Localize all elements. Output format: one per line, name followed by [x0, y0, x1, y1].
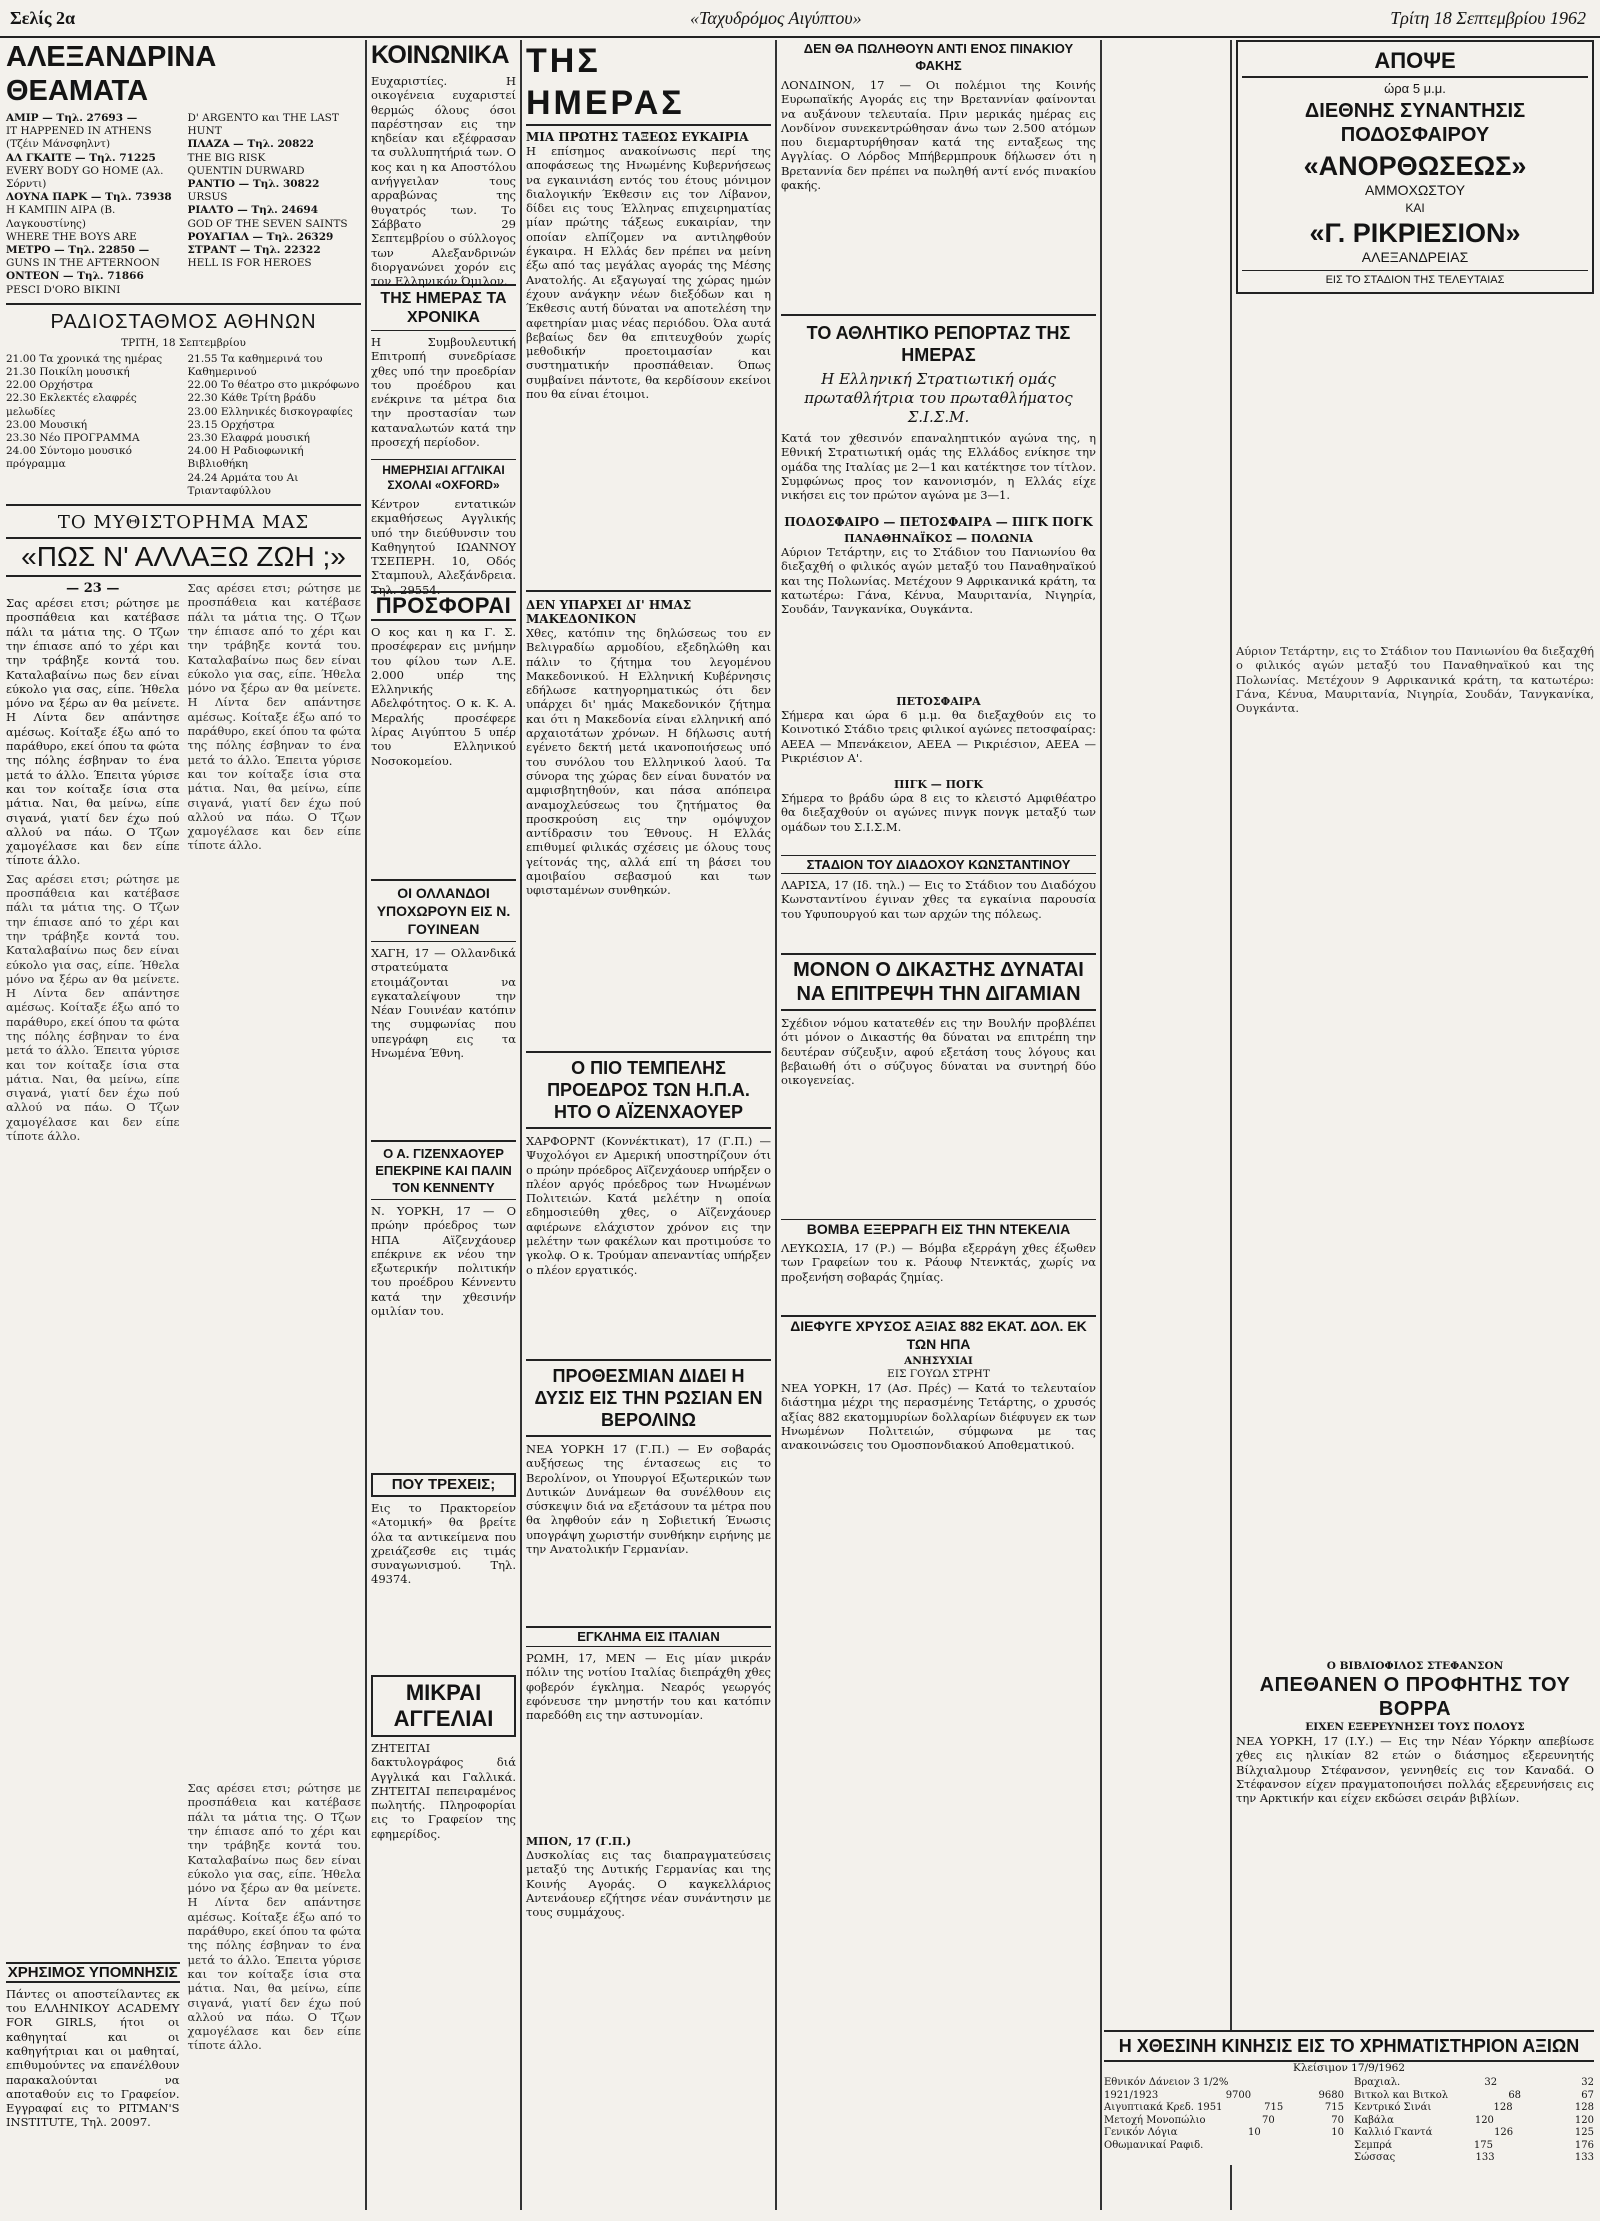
school-title: ΗΜΕΡΗΣΙΑΙ ΑΓΓΛΙΚΑΙ ΣΧΟΛΑΙ «OXFORD» — [371, 459, 516, 493]
radio-title: ΡΑΔΙΟΣΤΑΘΜΟΣ ΑΘΗΝΩΝ — [50, 310, 317, 333]
bonn-text: Δυσκολίας εις τας διαπραγματεύσεις μεταξύ της Δυτικής Γερμανίας και της Κοινής Αγοράς. Ο καγκελλάριος Αντενάουερ εζήτησε νέαν συνάντησιν με τους συμμάχους. — [526, 1848, 771, 1920]
sport-text: Κατά τον χθεσινόν επαναληπτικόν αγώνα της, η Εθνική Στρατιωτική ομάς της Ελλάδος ενίκησε την ομάδα της Ιταλίας με 2—1 και κατέκτησε τον τίτλον. Συμφώνως προς τον κανονισμόν, η Ελλάς είχε νικήσει εις τον πρώτον αγώνα με 3—1. — [781, 431, 1096, 503]
market-row: Σώσσας 133 133 — [1354, 2152, 1594, 2163]
where-text: Εις το Πρακτορείον «Ατομική» θα βρείτε όλα τα αντικείμενα που χρειάζεσθε εις τιμάς συναγωνισμού. Τηλ. 49374. — [371, 1501, 516, 1587]
listings-right — [188, 112, 362, 297]
lead-title: ΜΙΑ ΠΡΩΤΗΣ ΤΑΞΕΩΣ ΕΥΚΑΙΡΙΑ — [526, 130, 749, 144]
pingpong-title: ΠΙΓΚ — ΠΟΓΚ — [894, 778, 983, 791]
cyprus-title: ΒΟΜΒΑ ΕΞΕΡΡΑΓΗ ΕΙΣ ΤΗΝ ΝΤΕΚΕΛΙΑ — [781, 1219, 1096, 1238]
chronicles-text: Η Συμβουλευτική Επιτροπή συνεδρίασε χθες υπό την προεδρίαν του προέδρου και ενέκρινε τα μέτρα δια την προστασίαν των καταναλωτών κατά την προσεχή περίοδον. — [371, 335, 516, 450]
column-social — [371, 40, 516, 2210]
sport-title: ΤΟ ΑΘΛΗΤΙΚΟ ΡΕΠΟΡΤΑΖ ΤΗΣ ΗΜΕΡΑΣ — [806, 323, 1071, 365]
market-row: Μετοχή Μονοπώλιο 70 70 — [1104, 2114, 1344, 2126]
listing-line: WHERE THE BOYS ARE — [6, 230, 137, 243]
listing-line: URSUS — [187, 191, 228, 204]
listing-line: GUNS IN THE AFTERNOON — [6, 257, 160, 270]
reminder-text: Πάντες οι αποστείλαντες εκ του ΕΛΛΗΝΙΚΟΥ ACADEMY FOR GIRLS, ήτοι οι καθηγηταί και οι καθηγήτριαι και οι μαθηταί, επιθυμούντες να επανέλθουν παρακαλούνται να αποταθούν εις το Γραφείον. Εγγραφαί εις το PITMAN'S INSTITUTE, Τηλ. 20097. — [6, 1986, 180, 2130]
ad-title: ΑΠΟΨΕ — [1242, 48, 1588, 78]
issue-date: Τρίτη 18 Σεπτεμβρίου 1962 — [1390, 8, 1586, 28]
market-left — [1104, 2077, 1344, 2165]
column-rule — [1100, 40, 1102, 2210]
ad-and: ΚΑΙ — [1405, 201, 1425, 215]
radio-right — [188, 353, 362, 498]
market-row: Εθνικόν Δάνειον 3 1/2% — [1104, 2077, 1229, 2088]
berlin-title: ΠΡΟΘΕΣΜΙΑΝ ΔΙΔΕΙ Η ΔΥΣΙΣ ΕΙΣ ΤΗΝ ΡΩΣΙΑΝ ΕΝ ΒΕΡΟΛΙΝΩ — [526, 1359, 771, 1437]
market-row: Καβάλα 120 120 — [1354, 2114, 1594, 2126]
bigamy-title: ΜΟΝΟΝ Ο ΔΙΚΑΣΤΗΣ ΔΥΝΑΤΑΙ ΝΑ ΕΠΙΤΡΕΨΗ ΤΗΝ ΔΙΓΑΜΙΑΝ — [781, 953, 1096, 1011]
volley-text: Σήμερα και ώρα 6 μ.μ. θα διεξαχθούν εις το Κοινοτικό Στάδιο τρεις φιλικοί αγώνες πετοσφαίρας: ΑΕΕΑ — Μπενάκειον, ΑΕΕΑ — Ρικριέσιον, ΑΕΕΑ — Ρικριέσιον Α'. — [781, 708, 1096, 765]
radio-line: 23.30 Νέο ΠΡΟΓΡΑΜΜΑ — [6, 432, 140, 445]
page-number: Σελίς 2α — [10, 8, 76, 28]
football-ad — [1236, 40, 1594, 294]
listing-line: QUENTIN DURWARD — [187, 164, 305, 177]
listing-line: ΣΤΡΑΝΤ — Τηλ. 22322 — [187, 244, 321, 257]
where-title: ΠΟΥ ΤΡΕΧΕΙΣ; — [371, 1473, 516, 1497]
radio-line: 22.00 Το θέατρο στο μικρόφωνο — [187, 379, 360, 392]
radio-line: 21.55 Τα καθημερινά του Καθημερινού — [187, 352, 323, 379]
volley-title: ΠΕΤΟΣΦΑΙΡΑ — [896, 695, 981, 708]
listing-line: ΟΝΤΕΟΝ — Τηλ. 71866 — [6, 270, 144, 283]
radio-left — [6, 353, 180, 498]
novel-text: Σας αρέσει ετσι; ρώτησε με προσπάθεια και κατέβασε πάλι τα μάτια της. Ο Τζων την έπιασε από το χέρι και την τράβηξε κοντά του. Καταλαβαίνω πως δεν είναι εύκολο για σας, είπε. Ήθελα μόνο να ξέρω αν θα μείνετε. Η Λίντα δεν απάντησε αμέσως. Κοίταξε έξω από το παράθυρο, εκεί όπου τα φώτα της πόλης έσβηναν το ένα μετά το άλλο. Έπειτα γύρισε και τον κοίταξε ίσια στα μάτια. Ναι, θα μείνω, είπε σιγανά, γιατί δεν έχω πού αλλού να πάω. Ο Τζων χαμογέλασε και δεν είπε τίποτε άλλο. — [6, 596, 180, 868]
novel-text-continued: Σας αρέσει ετσι; ρώτησε με προσπάθεια και κατέβασε πάλι τα μάτια της. Ο Τζων την έπιασε από το χέρι και την τράβηξε κοντά του. Καταλαβαίνω πως δεν είναι εύκολο για σας, είπε. Ήθελα μόνο να ξέρω αν θα μείνετε. Η Λίντα δεν απάντησε αμέσως. Κοίταξε έξω από το παράθυρο, εκεί όπου τα φώτα της πόλης έσβηναν το ένα μετά το άλλο. Έπειτα γύρισε και τον κοίταξε ίσια στα μάτια. Ναι, θα μείνω, είπε σιγανά, γιατί δεν έχω πού αλλού να πάω. Ο Τζων χαμογέλασε και δεν είπε τίποτε άλλο. — [6, 871, 180, 1144]
dutch-title: ΟΙ ΟΛΛΑΝΔΟΙ ΥΠΟΧΩΡΟΥΝ ΕΙΣ Ν. ΓΟΥΙΝΕΑΝ — [371, 879, 516, 942]
stock-head: ΔΕΝ ΘΑ ΠΩΛΗΘΟΥΝ ΑΝΤΙ ΕΝΟΣ ΠΙΝΑΚΙΟΥ ΦΑΚΗΣ — [803, 41, 1074, 73]
market-row: Γενικόν Λόγια 10 10 — [1104, 2127, 1344, 2138]
bigamy-text: Σχέδιον νόμου κατατεθέν εις την Βουλήν προβλέπει ότι μόνον ο Δικαστής θα δύναται να επιτρέπη την δευτέραν σύζευξιν, αφού εξετάση τους λόγους και βεβαιωθή ότι ο σύζυγος δύναται να συντηρή δύο οικογενείας. — [781, 1016, 1096, 1088]
pingpong-text: Σήμερα το βράδυ ώρα 8 εις το κλειστό Αμφιθέατρο θα διεξαχθούν οι αγώνες πινγκ πονγκ μεταξύ των ομάδων του Σ.Ι.Σ.Μ. — [781, 791, 1096, 834]
stadium-text: ΛΑΡΙΣΑ, 17 (Ιδ. τηλ.) — Εις το Στάδιον του Διαδόχου Κωνσταντίνου έγιναν χθες τα εγκαίνια παρουσία του Υφυπουργού και των αρχών της πόλεως. — [781, 878, 1096, 921]
listing-line: ΡΙΑΛΤΟ — Τηλ. 24694 — [187, 204, 319, 217]
novel-text-column2: Σας αρέσει ετσι; ρώτησε με προσπάθεια και κατέβασε πάλι τα μάτια της. Ο Τζων την έπιασε από το χέρι και την τράβηξε κοντά του. Καταλαβαίνω πως δεν είναι εύκολο για σας, είπε. Ήθελα μόνο να ξέρω αν θα μείνετε. Η Λίντα δεν απάντησε αμέσως. Κοίταξε έξω από το παράθυρο, εκεί όπου τα φώτα της πόλης έσβηναν το ένα μετά το άλλο. Έπειτα γύρισε και τον κοίταξε ίσια στα μάτια. Ναι, θα μείνω, είπε σιγανά, γιατί δεν έχω πού αλλού να πάω. Ο Τζων χαμογέλασε και δεν είπε τίποτε άλλο. — [187, 581, 361, 853]
novel-text-column2b: Σας αρέσει ετσι; ρώτησε με προσπάθεια και κατέβασε πάλι τα μάτια της. Ο Τζων την έπιασε από το χέρι και την τράβηξε κοντά του. Καταλαβαίνω πως δεν είναι εύκολο για σας, είπε. Ήθελα μόνο να ξέρω αν θα μείνετε. Η Λίντα δεν απάντησε αμέσως. Κοίταξε έξω από το παράθυρο, εκεί όπου τα φώτα της πόλης έσβηναν το ένα μετά το άλλο. Έπειτα γύρισε και τον κοίταξε ίσια στα μάτια. Ναι, θα μείνω, είπε σιγανά, γιατί δεν έχω πού αλλού να πάω. Ο Τζων χαμογέλασε και δεν είπε τίποτε άλλο. — [187, 1781, 361, 2053]
social-title: ΚΟΙΝΩΝΙΚΑ — [371, 41, 510, 69]
listings-left — [6, 112, 180, 297]
market-row: Βιτκολ και Βιτκολ 68 67 — [1354, 2089, 1594, 2101]
newspaper-name: «Ταχυδρόμος Αιγύπτου» — [690, 8, 862, 28]
ike-text: ΧΑΡΦΟΡΝΤ (Κοννέκτικατ), 17 (Γ.Π.) — Ψυχολόγοι εν Αμερική υποστηρίζουν ότι ο πρώην πρόεδρος Αϊζενχάουερ υπήρξεν ο πλέον αργός πρόεδρος των Ηνωμένων Πολιτειών. Κατά μελέτην η οποία εδημοσιεύθη χθες, ο Αϊζενχάουερ αφιέρωνε ελάχιστον χρόνον εις την μελέτην των φακέλων και προτιμούσε το γκολφ. Ο κ. Τρούμαν απεναντίας υπήρξεν ο πλέον εργατικός. — [526, 1134, 771, 1277]
column-news-right — [781, 40, 1096, 2210]
gold-title: ΔΙΕΦΥΓΕ ΧΡΥΣΟΣ ΑΞΙΑΣ 882 ΕΚΑΤ. ΔΟΛ. ΕΚ ΤΩΝ ΗΠΑ — [781, 1315, 1096, 1353]
gold-text: ΝΕΑ ΥΟΡΚΗ, 17 (Ασ. Πρές) — Κατά το τελευταίον διάστημα μέχρι της περασμένης Τετάρτης, ο χρυσός αξίας 882 εκατομμυρίων δολλαρίων διέφυγεν εκ των Ηνωμένων Πολιτειών, σύμφωνα με τας ανακοινώσεις του Ομοσπονδιακού Αποθεματικού. — [781, 1381, 1096, 1453]
listing-line: PESCI D'ORO BIKINI — [6, 283, 121, 296]
stadium-title: ΣΤΑΔΙΟΝ ΤΟΥ ΔΙΑΔΟΧΟΥ ΚΩΝΣΤΑΝΤΙΝΟΥ — [781, 855, 1096, 874]
macedonia-text: Χθες, κατόπιν της δηλώσεως του εν Βελιγραδίω αρμοδίου, εξεδηλώθη και πάλιν το ζήτημα του λεγομένου Μακεδονικού. Η Ελληνική Κυβέρνησις εδήλωσε κατηγορηματικώς ότι δεν υπάρχει δι' ημάς Μακεδονικόν ζήτημα και ότι η Μακεδονία είναι ελληνική από αρχαιοτάτων χρόνων. Η δήλωσις αυτή εγένετο δεκτή μετά ικανοποιήσεως υπό του συνόλου του Ελληνικού λαού. Τα σύνορα της χώρας δεν είναι δυνατόν να αμφισβητηθούν, και πάσα απόπειρα αναμοχλεύσεως του ζητήματος θα προσκρούση εις την ομόψυχον αντίδρασιν του Έθνους. Η Ελλάς επιθυμεί φιλικάς σχέσεις με όλους τους γείτονάς της, αλλά επί τη βάσει του αμοιβαίου σεβασμού και των υφισταμένων συνθηκών. — [526, 626, 771, 898]
radio-line: 24.00 Η Ραδιοφωνική Βιβλιοθήκη — [187, 445, 304, 471]
school-text: Κέντρον εντατικών εκμαθήσεως Αγγλικής υπό την διεύθυνσιν του Καθηγητού ΙΩΑΝΝΟΥ ΤΣΕΠΕΡΗ. 10, Οδός Σταμπουλ, Αλεξάνδρεια. Τηλ. 29554. — [371, 497, 516, 597]
masthead — [0, 0, 1600, 38]
radio-line: 23.30 Ελαφρά μουσική — [187, 432, 310, 445]
listing-line: THE BIG RISK — [187, 151, 266, 164]
bonn-title: ΜΠΟΝ, 17 (Γ.Π.) — [526, 1835, 632, 1848]
offers-title: ΠΡΟΣΦΟΡΑΙ — [371, 591, 516, 621]
radio-line: 21.00 Τα χρονικά της ημέρας — [6, 352, 163, 365]
prophet-kicker: Ο ΒΙΒΛΙΟΦΙΛΟΣ ΣΤΕΦΑΝΣΟΝ — [1326, 1660, 1504, 1672]
listing-line: ΜΕΤΡΟ — Τηλ. 22850 — — [6, 244, 150, 257]
ad-team2-city: ΑΛΕΞΑΝΔΡΕΙΑΣ — [1361, 249, 1469, 265]
radio-line: 23.15 Ορχήστρα — [187, 418, 275, 431]
classifieds-text: ΖΗΤΕΙΤΑΙ δακτυλογράφος διά Αγγλικά και Γαλλικά. ΖΗΤΕΙΤΑΙ πεπειραμένος πωλητής. Πληροφορίαι εις το Γραφείον της εφημερίδος. — [371, 1741, 516, 1841]
prophet-title: ΑΠΕΘΑΝΕΝ Ο ΠΡΟΦΗΤΗΣ ΤΟΥ ΒΟΡΡΑ — [1259, 1674, 1571, 1720]
gold-sub: ΑΝΗΣΥΧΙΑΙ — [904, 1355, 973, 1367]
chronicles-title: ΤΗΣ ΗΜΕΡΑΣ ΤΑ ΧΡΟΝΙΚΑ — [371, 284, 516, 331]
radio-date: ΤΡΙΤΗ, 18 Σεπτεμβρίου — [121, 336, 246, 349]
ad-time: ώρα 5 μ.μ. — [1384, 81, 1446, 96]
listing-line: ΑΜΙΡ — Τηλ. 27693 — — [6, 112, 138, 124]
theaters-title: ΑΛΕΞΑΝΔΡΙΝΑ ΘΕΑΜΑΤΑ — [6, 41, 217, 107]
football-title: ΠΟΔΟΣΦΑΙΡΟ — ΠΕΤΟΣΦΑΙΡΑ — ΠΙΓΚ ΠΟΓΚ — [784, 515, 1093, 529]
radio-line: 23.00 Ελληνικές δισκογραφίες — [187, 405, 353, 418]
radio-line: 24.00 Σύντομο μουσικό πρόγραμμα — [6, 445, 132, 471]
listing-line: GOD OF THE SEVEN SAINTS — [187, 217, 348, 230]
market-row: Σεμπρά 175 176 — [1354, 2139, 1594, 2151]
column-day — [526, 40, 771, 2210]
day-title: ΤΗΣ ΗΜΕΡΑΣ — [526, 40, 771, 126]
listing-line: ΠΛΑΖΑ — Τηλ. 20822 — [187, 138, 314, 151]
market-tables — [1104, 2077, 1594, 2165]
ike-title: Ο ΠΙΟ ΤΕΜΠΕΛΗΣ ΠΡΟΕΔΡΟΣ ΤΩΝ Η.Π.Α. ΗΤΟ Ο ΑΪΖΕΝΧΑΟΥΕΡ — [526, 1051, 771, 1129]
ad-event: ΔΙΕΘΝΗΣ ΣΥΝΑΝΤΗΣΙΣ ΠΟΔΟΣΦΑΙΡΟΥ — [1304, 100, 1526, 146]
column-rule — [1230, 40, 1232, 2210]
radio-line: 22.00 Ορχήστρα — [6, 379, 94, 392]
gold-by: ΕΙΣ ΓΟΥΩΛ ΣΤΡΗΤ — [887, 1368, 990, 1380]
column-theaters — [6, 40, 361, 2210]
italy-title: ΕΓΚΛΗΜΑ ΕΙΣ ΙΤΑΛΙΑΝ — [526, 1626, 771, 1647]
social-text: Ευχαριστίες. Η οικογένεια ευχαριστεί θερμώς όλους όσοι παρέστησαν εις την κηδείαν και εξέφρασαν τα συλλυπητήριά των. Ο κος και η κα Αποστόλου ανήγγειλαν τους αρραβώνας της θυγατρός των. Το Σάββατο 29 Σεπτεμβρίου ο σύλλογος των Αλεξανδρινών διοργανώνει χορόν εις τον Ελληνικόν Όμιλον. — [371, 74, 516, 289]
lead-text: Η επίσημος ανακοίνωσις περί της αποφάσεως της Ηνωμένης Κυβερνήσεως να εγκαινιάση εντός του έτους μόνιμον διαλογικήν Έκθεσιν εις τον Λίβανον, δίδει εις τους Έλληνας επιχειρηματίας μίαν πρώτης τάξεως ευκαιρίαν, την οποίαν ελπίζομεν να αντιληφθούν έγκαιρα. Η Ελλάς δεν πρέπει να μείνη έξω από τας μεγάλας αγοράς της Μέσης Ανατολής. Αι εξαγωγαί της χώρας ημών έχουν ανάγκην νέων διεξόδων και η Έκθεσις αυτή δύναται να αποτελέση την αφετηρίαν μιας νέας περιόδου. Όλα αυτά βεβαίως δεν θα επιτευχθούν χωρίς μεθοδικήν προετοιμασίαν και συστηματικήν προσπάθειαν. Όπως συμβαίνει πάντοτε, θα κερδίσουν εκείνοι που θα είναι έτοιμοι. — [526, 144, 771, 402]
radio-line: 23.00 Μουσική — [6, 418, 87, 431]
radio-line: 22.30 Κάθε Τρίτη βράδυ — [187, 392, 316, 405]
listing-line: Η ΚΑΜΠΙΝ ΑΙΡΑ (Β. Λαγκουστίνης) — [6, 204, 116, 230]
listing-line: ΡΑΝΤΙΟ — Τηλ. 30822 — [187, 178, 320, 191]
listing-line: HELL IS FOR HEROES — [187, 257, 312, 270]
novel-title: «ΠΩΣ Ν' ΑΛΛΑΞΩ ΖΩΗ ;» — [6, 537, 361, 577]
column-rule — [775, 40, 777, 2210]
stock-text: ΛΟΝΔΙΝΟΝ, 17 — Οι πολέμιοι της Κοινής Ευρωπαϊκής Αγοράς εις την Βρεταννίαν φαίνονται να αυξάνουν τελευταία. Πριν μερικάς ημέρας εις Λονδίνον συνεκεντρώθησαν άνω των 2.500 ατόμων που διεμαρτυρήθησαν κατά της ενταξεως της Αγγλίας. Ο Λόρδος Μπήβερμπρουκ δήλωσεν ότι η Βρεταννία δεν πρέπει να πωληθή αντί ενός πινακίου φακής. — [781, 78, 1096, 193]
berlin-text: ΝΕΑ ΥΟΡΚΗ 17 (Γ.Π.) — Εν σοβαράς αυξήσεως της έντασεως εις το Βερολίνον, οι Υπουργοί Εξωτερικών των Δυτικών Δυνάμεων θα συνέλθουν εις σύσκεψιν διά να εξετάσουν τα μέτρα που θα ληφθούν εάν η Σοβιετική Ένωσις υπογράψη χωριστήν συνθήκην ειρήνης με την Ανατολικήν Γερμανίαν. — [526, 1442, 771, 1557]
column-rule — [520, 40, 522, 2210]
theater-listings — [6, 112, 361, 297]
market-title: Η ΧΘΕΣΙΝΗ ΚΙΝΗΣΙΣ ΕΙΣ ΤΟ ΧΡΗΜΑΤΙΣΤΗΡΙΟΝ ΑΞΙΩΝ — [1104, 2030, 1594, 2062]
cyprus-text: ΛΕΥΚΩΣΙΑ, 17 (Ρ.) — Βόμβα εξερράγη χθες έξωθεν των Γραφείων του κ. Ράουφ Ντενκτάς, χωρίς να προξενήση σοβαράς ζημίας. — [781, 1241, 1096, 1284]
listing-line: ΑΛ ΓΚΑΙΤΕ — Τηλ. 71225 — [6, 151, 156, 164]
listing-line: ΛΟΥΝΑ ΠΑΡΚ — Τηλ. 73938 — [6, 191, 172, 204]
italy-text: ΡΩΜΗ, 17, ΜΕΝ — Εις μίαν μικράν πόλιν της νοτίου Ιταλίας διεπράχθη χθες φοβερόν έγκλημα. Νεαρός γεωργός εφόνευσε την μνηστήν του και κατόπιν παρεδόθη εις την αστυνομίαν. — [526, 1651, 771, 1723]
ad-team2: «Γ. ΡΙΚΡΙΕΣΙΟΝ» — [1309, 218, 1521, 248]
market-row: Βραχιαλ. 32 32 — [1354, 2077, 1594, 2088]
market-row: Κεντρικό Σινάι 128 128 — [1354, 2102, 1594, 2113]
market-row: Οθωμανικαί Ραφιδ. — [1104, 2139, 1204, 2151]
eisenhower-title: Ο Α. ΓΙΖΕΝΧΑΟΥΕΡ ΕΠΕΚΡΙΝΕ ΚΑΙ ΠΑΛΙΝ ΤΟΝ ΚΕΝΝΕΝΤΥ — [371, 1140, 516, 1200]
radio-line: 22.30 Εκλεκτές ελαφρές μελωδίες — [6, 392, 137, 418]
novel-kicker: ΤΟ ΜΥΘΙΣΤΟΡΗΜΑ ΜΑΣ — [57, 512, 310, 534]
eisenhower-text: Ν. ΥΟΡΚΗ, 17 — Ο πρώην πρόεδρος των ΗΠΑ Αϊζενχάουερ επέκρινε εκ νέου την εξωτερικήν πολιτικήν του προέδρου Κέννεντυ κατά την χθεσινήν ομιλίαν του. — [371, 1204, 516, 1319]
column-rule — [365, 40, 367, 2210]
sport-text-continued: Αύριον Τετάρτην, εις το Στάδιον του Πανιωνίου θα διεξαχθή ο φιλικός αγών μεταξύ του Παναθηναϊκού και της Πολωνίας. Μετέχουν 9 Αφρικανικά κράτη, τα κατωτέρω: Γάνα, Κένυα, Μαυριτανία, Νιγηρία, Σουδάν, Τανγκανίκα, Ουγκάντα. — [1236, 644, 1594, 716]
prophet-text: ΝΕΑ ΥΟΡΚΗ, 17 (Ι.Υ.) — Εις την Νέαν Υόρκην απεβίωσε χθες εις ηλικίαν 82 ετών ο διάσημος εξερευνητής Βίλχιαλμουρ Στέφανσον, γεννηθείς εις τον Καναδά. Ο Στέφανσον είχεν πραγματοποιήσει πολλάς εξερευνήσεις εις την Αρκτικήν και είχεν εκδώσει σειράν βιβλίων. — [1236, 1734, 1594, 1806]
radio-line: 21.30 Ποικίλη μουσική — [6, 366, 130, 379]
radio-schedule — [6, 353, 361, 498]
radio-line: 24.24 Αρμάτα του Αι Τριανταφύλλου — [187, 471, 299, 497]
stock-market — [1104, 2030, 1594, 2165]
listing-line: EVERY BODY GO HOME (Αλ. Σόρντι) — [6, 164, 164, 191]
market-right — [1354, 2077, 1594, 2165]
classifieds-title: ΜΙΚΡΑΙ ΑΓΓΕΛΙΑΙ — [371, 1675, 516, 1737]
sport-sub: Η Ελληνική Στρατιωτική ομάς πρωταθλήτρια του πρωταθλήματος Σ.Ι.Σ.Μ. — [804, 370, 1073, 426]
football-text: Αύριον Τετάρτην, εις το Στάδιον του Πανιωνίου θα διεξαχθή ο φιλικός αγών μεταξύ του Παναθηναϊκού και της Πολωνίας. Μετέχουν 9 Αφρικανικά κράτη, τα κατωτέρω: Γάνα, Κένυα, Μαυριτανία, Νιγηρία, Σουδάν, Τανγκανίκα, Ουγκάντα. — [781, 545, 1096, 617]
prophet-sub: ΕΙΧΕΝ ΕΞΕΡΕΥΝΗΣΕΙ ΤΟΥΣ ΠΟΛΟΥΣ — [1305, 1721, 1525, 1733]
ad-venue: ΕΙΣ ΤΟ ΣΤΑΔΙΟΝ ΤΗΣ ΤΕΛΕΥΤΑΙΑΣ — [1242, 270, 1588, 286]
reminder-title: ΧΡΗΣΙΜΟΣ ΥΠΟΜΝΗΣΙΣ — [7, 1963, 178, 1981]
macedonia-title: ΔΕΝ ΥΠΑΡΧΕΙ ΔΙ' ΗΜΑΣ ΜΑΚΕΔΟΝΙΚΟΝ — [526, 598, 692, 626]
listing-line: D' ARGENTO και THE LAST HUNT — [187, 112, 339, 138]
column-ad — [1236, 40, 1594, 2210]
ad-team1: «ΑΝΟΡΘΩΣΕΩΣ» — [1303, 151, 1527, 181]
market-row: 1921/1923 9700 9680 — [1104, 2089, 1344, 2101]
novel-body — [6, 581, 361, 2221]
market-date: Κλείσιμον 17/9/1962 — [1292, 2062, 1406, 2074]
ad-team1-city: ΑΜΜΟΧΩΣΤΟΥ — [1364, 182, 1466, 198]
novel-part: — 23 — — [66, 581, 120, 597]
offers-text: Ο κος και η κα Γ. Σ. προσέφεραν εις μνήμην του φίλου των Λ.Ε. 2.000 υπέρ της Ελληνικής Αδελφότητος. Ο κ. Κ. Α. Μεραλής προσέφερε λίρας Αιγύπτου 5 υπέρ του Ελληνικού Νοσοκομείου. — [371, 625, 516, 768]
dutch-text: ΧΑΓΗ, 17 — Ολλανδικά στρατεύματα ετοιμάζονται να εγκαταλείψουν την Νέαν Γουινέαν κατόπιν της συμφωνίας που υπεγράφη εις τα Ηνωμένα Έθνη. — [371, 946, 516, 1061]
market-row: Αιγυπτιακά Κρεδ. 1951 715 715 — [1104, 2102, 1344, 2113]
market-row: Καλλιό Γκαντά 126 125 — [1354, 2127, 1594, 2138]
listing-line: ΡΟΥΑΓΙΑΛ — Τηλ. 26329 — [187, 230, 334, 243]
football-match: ΠΑΝΑΘΗΝΑΪΚΟΣ — ΠΟΛΩΝΙΑ — [844, 532, 1033, 545]
listing-line: IT HAPPENED IN ATHENS (Τζέιν Μάνσφηλντ) — [6, 125, 152, 151]
